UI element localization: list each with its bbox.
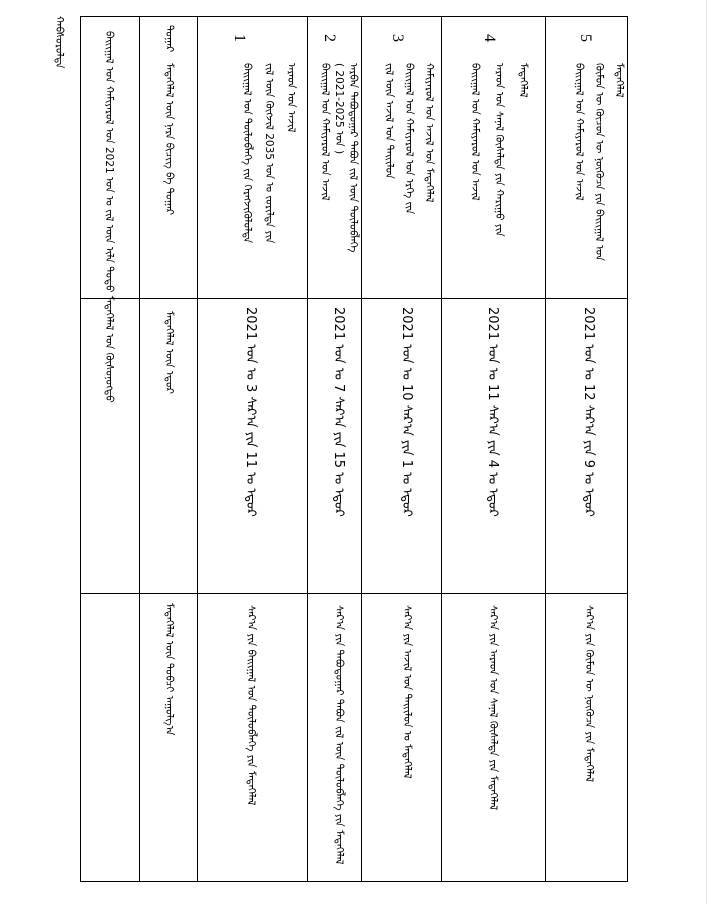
row-1-num: 1 [231, 34, 248, 42]
row-4-name-line-3: ᠪᠠᠢᠢᠭᠠᠯ ᠤᠨ ᠬᠠᠮᠢᠶᠠᠷᠤᠯ ᠤᠨ ᠠᠵᠢᠯ [469, 63, 481, 201]
row-4-note: ᠰᠠᠷ᠎ᠠ ᠶᠢᠨ ᠠᠷᠠᠳ ᠤᠨ ᠰᠠᠨᠠᠯ ᠬᠦᠰᠡᠯᠲᠡ ᠶᠢᠨ ᠮᠡᠳᠡᠭᠡᠯᠡᠯ [487, 605, 499, 811]
divider [197, 17, 198, 881]
row-3-name-line-2: ᠪᠠᠢᠢᠭᠠᠯ ᠤᠨ ᠬᠠᠮᠢᠶᠠᠷᠤᠯ ᠤᠨ ᠡᠷᠬᠡ ᠵᠢᠨ [403, 63, 415, 215]
row-3-date: 2021 ᠣᠨ ᠤ 10 ᠰᠠᠷ᠎ᠠ ᠶᠢᠨ 1 ᠤ ᠡᠳᠦᠷ [399, 307, 414, 517]
divider [545, 17, 546, 881]
row-5-note: ᠰᠠᠷ᠎ᠠ ᠶᠢᠨ ᠬᠦᠮᠦᠨ ᠦ ᠨᠥᠭᠦᠴᠡ ᠶᠢᠨ ᠮᠡᠳᠡᠭᠡᠯᠡᠯ [583, 605, 595, 783]
row-2-note: ᠰᠠᠷ᠎ᠠ ᠶᠢᠨ ᠲᠠᠪᠣᠳᠣᠭᠠᠷ ᠲᠠᠪᠤᠨ ᠵᠢᠯ ᠦᠨ ᠲᠥᠯᠥᠪᠯᠡᠭᠡ ᠶᠢᠨ ᠮᠡᠳᠡᠭᠡᠯᠡᠯ [333, 605, 345, 865]
header-num: ᠳᠤᠭᠠᠷ [163, 25, 175, 53]
row-4-name-line-2: ᠠᠷᠠᠳ ᠤᠨ ᠰᠠᠨᠠᠯ ᠬᠦᠰᠡᠯᠲᠡ ᠶᠢᠨ ᠬᠠᠷᠢᠭᠤ ᠶᠢᠨ [493, 63, 505, 237]
divider [139, 17, 140, 881]
table-title: ᠪᠠᠢᠢᠭᠠᠯ ᠤᠨ ᠬᠠᠮᠢᠶᠠᠷᠤᠯ ᠤᠨ 2021 ᠣᠨ ᠤ ᠵᠢᠯ ᠦᠨ ᠢᠯᠡ ᠲᠣᠳᠣ ᠮᠡᠳᠡᠭᠡᠯᠡᠯ ᠤᠨ ᠬᠦᠰᠦᠨᠦᠭᠲᠦ [103, 31, 115, 403]
row-1-note: ᠰᠠᠷ᠎ᠠ ᠶᠢᠨ ᠪᠠᠢᠢᠭᠠᠯ ᠤᠨ ᠲᠥᠯᠥᠪᠯᠡᠭᠡ ᠶᠢᠨ ᠮᠡᠳᠡᠭᠡᠯᠡᠯ [245, 605, 257, 806]
disclosure-table [80, 16, 628, 882]
header-date: ᠮᠡᠳᠡᠭᠡᠯᠡᠯ ᠦᠨ ᠡᠳᠦᠷ [163, 311, 175, 394]
row-3-name-line-3: ᠵᠢᠯ ᠦᠨ ᠠᠵᠢᠯ ᠤᠨ ᠲᠠᠢᠢᠯᠤᠨ [383, 63, 395, 179]
row-3-note: ᠰᠠᠷ᠎ᠠ ᠶᠢᠨ ᠠᠵᠢᠯ ᠤᠨ ᠲᠠᠢᠢᠯᠤᠨ ᠤ ᠮᠡᠳᠡᠭᠡᠯᠡᠯ [401, 605, 413, 779]
row-2-name-line-3: ᠪᠠᠢᠢᠭᠠᠯ ᠤᠨ ᠬᠠᠮᠢᠶᠠᠷᠤᠯ ᠤᠨ ᠠᠵᠢᠯ [319, 63, 331, 201]
row-4-name-line-1: ᠮᠡᠳᠡᠭᠡᠯᠡᠯ [517, 63, 529, 98]
row-5-name-line-2: ᠬᠦᠮᠦᠨ ᠦ ᠬᠦᠴᠦᠨ ᠦ ᠨᠥᠭᠦᠴᠡ ᠶᠢᠨ ᠪᠠᠢᠢᠭᠠᠯ ᠤᠨ [593, 63, 605, 261]
divider [361, 17, 362, 881]
row-3-num: 3 [389, 34, 406, 42]
header-note: ᠮᠡᠳᠡᠭᠡᠯᠡᠯ ᠦᠨ ᠲᠣᠪᠴᠢ ᠠᠭᠤᠯᠭ᠎ᠠ [163, 603, 175, 736]
divider [307, 17, 308, 881]
row-2-name-line-2: ( 2021-2025 ᠣᠨ ) [333, 63, 345, 155]
row-4-num: 4 [481, 34, 498, 42]
row-1-name-line-2: ᠵᠢᠯ ᠦᠨ ᠬᠥᠭᠵᠢᠯ 2035 ᠣᠨ ᠤ ᠵᠣᠷᠢᠯᠲᠠ ᠶᠢᠨ [263, 63, 275, 244]
row-5-date: 2021 ᠣᠨ ᠤ 12 ᠰᠠᠷ᠎ᠠ ᠶᠢᠨ 9 ᠤ ᠡᠳᠦᠷ [581, 307, 596, 517]
row-4-date: 2021 ᠣᠨ ᠤ 11 ᠰᠠᠷ᠎ᠠ ᠶᠢᠨ 4 ᠤ ᠡᠳᠦᠷ [485, 307, 500, 517]
row-5-name-line-3: ᠪᠠᠢᠢᠭᠠᠯ ᠤᠨ ᠬᠠᠮᠢᠶᠠᠷᠤᠯ ᠤᠨ ᠠᠵᠢᠯ [573, 63, 585, 201]
row-2-name-line-1: ᠠᠷᠪᠠᠨ ᠲᠠᠪᠣᠳᠣᠭᠠᠷ ᠲᠠᠪᠤᠨ ᠵᠢᠯ ᠦᠨ ᠲᠥᠯᠥᠪᠯᠡᠭᠡ [347, 63, 359, 253]
row-2-date: 2021 ᠣᠨ ᠤ 7 ᠰᠠᠷ᠎ᠠ ᠶᠢᠨ 15 ᠤ ᠡᠳᠦᠷ [331, 307, 346, 517]
row-5-num: 5 [577, 34, 594, 42]
side-note: ᠬᠠᠪᠰᠤᠷᠤᠯᠲᠠ [53, 16, 65, 69]
row-1-date: 2021 ᠣᠨ ᠤ 3 ᠰᠠᠷ᠎ᠠ ᠶᠢᠨ 11 ᠤ ᠡᠳᠦᠷ [243, 307, 258, 517]
header-name: ᠮᠡᠳᠡᠭᠡᠯᠡᠯ ᠦᠨ ᠨᠡᠷᠡ ᠪᠢᠴᠢᠭ ᠪᠠ ᠳᠤᠭᠠᠷ [163, 63, 175, 215]
divider [441, 17, 442, 881]
row-2-num: 2 [321, 34, 338, 42]
row-3-name-line-1: ᠬᠠᠮᠢᠶᠠᠷᠤᠯ ᠤᠨ ᠠᠵᠢᠯ ᠤᠨ ᠮᠡᠳᠡᠭᠡᠯᠡᠯ [423, 63, 435, 203]
row-5-name-line-1: ᠮᠡᠳᠡᠭᠡᠯᠡᠯ [613, 63, 625, 98]
row-1-name-line-3: ᠪᠠᠢᠢᠭᠠᠯ ᠤᠨ ᠲᠥᠯᠥᠪᠯᠡᠭᠡ ᠵᠢᠨ ᠬᠡᠷᠡᠭᠵᠢᠭᠦᠯᠦᠯᠲᠡ [241, 63, 253, 244]
row-1-name-line-1: ᠠᠷᠠᠳ ᠤᠨ ᠠᠵᠢᠯ [285, 63, 297, 133]
